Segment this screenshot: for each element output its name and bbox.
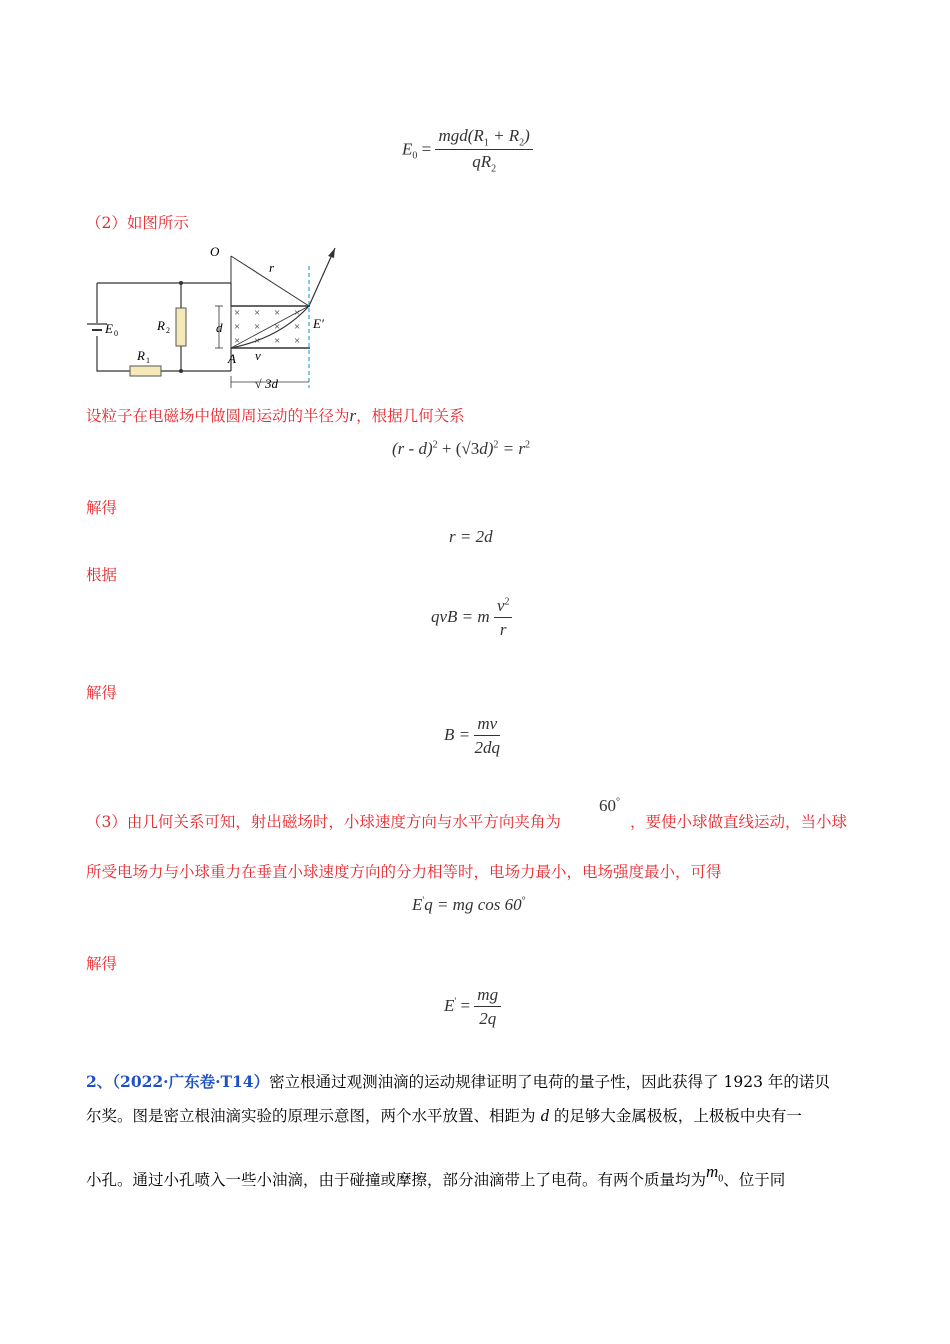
problem2-line1: 2、（2022·广东卷·T14）密立根通过观测油滴的运动规律证明了电荷的量子性，因此获得了 1923 年的诺贝 (86, 1072, 830, 1091)
label-v: v (255, 348, 261, 363)
problem2-line2: 尔奖。图是密立根油滴实验的原理示意图，两个水平放置、相距为 d 的足够大金属极板，上极板中央有一 (86, 1106, 802, 1125)
svg-text:×: × (294, 307, 301, 319)
svg-text:×: × (234, 335, 241, 347)
label-e0-sub: 0 (114, 329, 118, 338)
jiede-label-3: 解得 (86, 955, 118, 973)
label-sqrt: √ (255, 377, 262, 390)
angle-60: 60° (599, 796, 620, 815)
problem-number: 2、 (86, 1072, 113, 1091)
circuit-field-figure (85, 238, 355, 390)
svg-text:×: × (254, 321, 261, 333)
label-e0: E (105, 321, 113, 336)
equation-e-prime-q: E'q = mg cos 60° (412, 895, 526, 914)
label-o: O (210, 244, 220, 259)
label-d: d (216, 320, 223, 335)
svg-text:×: × (294, 321, 301, 333)
part3-line1-b: ，要使小球做直线运动，当小球 (630, 813, 848, 831)
svg-text:×: × (254, 307, 261, 319)
label-r1-sub: 1 (146, 356, 150, 365)
svg-text:×: × (234, 307, 241, 319)
equation-e-prime: E' = $\frac{mg}{2q}$ (444, 985, 501, 1029)
part2-label: （2）如图所示 (86, 214, 189, 232)
svg-text:×: × (254, 335, 261, 347)
problem2-line3: 小孔。通过小孔喷入一些小油滴，由于碰撞或摩擦，部分油滴带上了电荷。有两个质量均为$m_0$、位于同 (86, 1162, 786, 1189)
radius-statement: 设粒子在电磁场中做圆周运动的半径为r，根据几何关系 (86, 406, 465, 425)
label-e-prime: E′ (313, 316, 324, 331)
svg-text:×: × (234, 321, 241, 333)
equation-b: B = $\frac{mv}{2dq}$ (444, 714, 501, 757)
label-r2: R (157, 318, 165, 333)
svg-text:×: × (274, 321, 281, 333)
svg-text:×: × (294, 335, 301, 347)
label-width: 3d (265, 376, 278, 390)
label-a: A (228, 351, 236, 366)
problem-source: （2022·广东卷·T14） (112, 1072, 270, 1091)
jiede-label-2: 解得 (86, 684, 118, 702)
equation-e0: $E_0$ = $\frac{mgd(R_1 + R_2)}{qR_2}$ (402, 126, 533, 175)
genju-label: 根据 (86, 566, 118, 584)
part3-line2: 所受电场力与小球重力在垂直小球速度方向的分力相等时，电场力最小，电场强度最小，可得 (86, 863, 722, 881)
equation-lorentz: qvB = m $\frac{v^2}{r}$ (431, 596, 512, 640)
jiede-label-1: 解得 (86, 499, 118, 517)
label-r2-sub: 2 (166, 326, 170, 335)
svg-text:×: × (274, 335, 281, 347)
label-r1: R (137, 348, 145, 363)
part3-line1: （3）由几何关系可知，射出磁场时，小球速度方向与水平方向夹角为 (86, 813, 561, 831)
label-r: r (269, 260, 275, 275)
equation-geometry: $(r - d)^2 + (√3d)^2 = r^2$ (392, 439, 530, 458)
svg-text:×: × (274, 307, 281, 319)
equation-radius: r = 2d (449, 527, 493, 546)
